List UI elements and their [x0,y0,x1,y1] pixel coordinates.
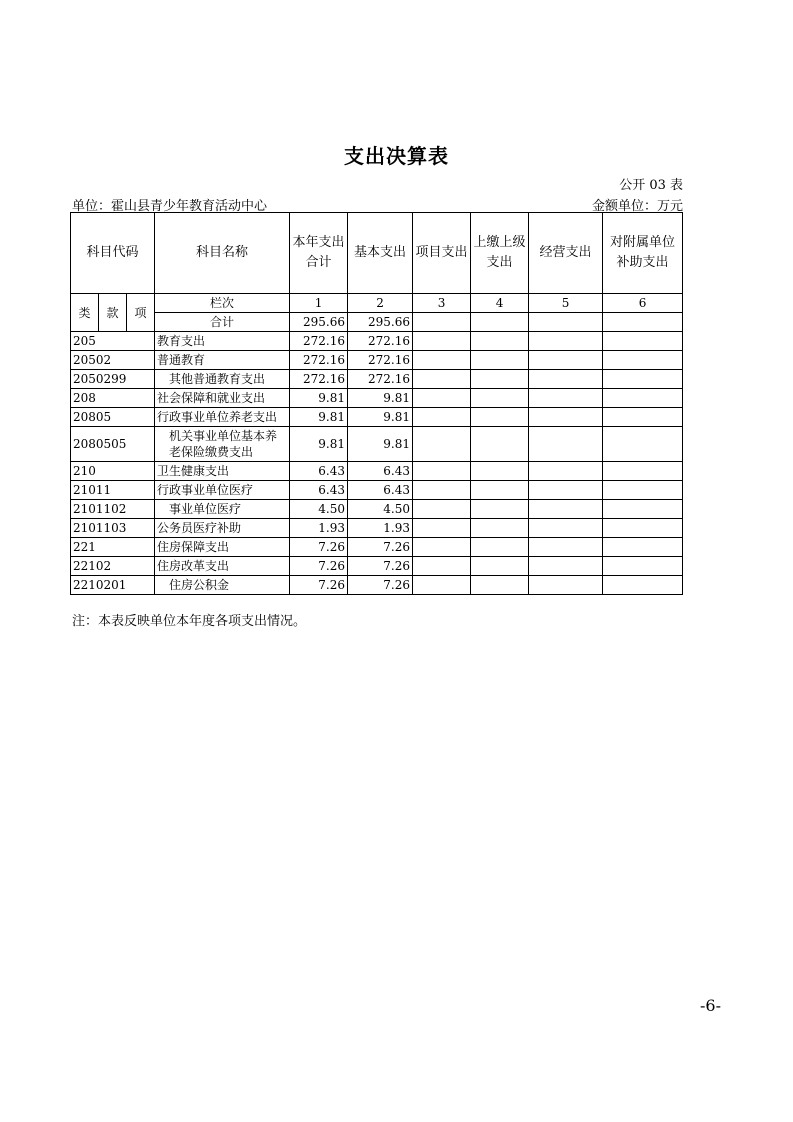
empty-cell [471,500,529,519]
table-row [71,389,683,408]
empty-cell [603,351,683,370]
table-row [71,462,683,481]
page-number: -6- [700,996,721,1015]
row-total: 9.81 [290,427,348,462]
row-code: 205 [71,332,155,351]
row-name: 住房改革支出 [155,557,290,576]
row-basic: 6.43 [348,481,413,500]
table-row [71,500,683,519]
empty-cell [529,370,603,389]
unit-label: 单位： [72,199,112,214]
empty-cell [471,557,529,576]
empty-cell [529,500,603,519]
column-number: 1 [290,294,348,313]
table-row [71,427,683,462]
row-code: 2101102 [71,500,155,519]
header-basic: 基本支出 [348,213,413,294]
row-basic: 9.81 [348,427,413,462]
empty-cell [603,538,683,557]
row-code: 20502 [71,351,155,370]
empty-cell [529,427,603,462]
table-row [71,332,683,351]
table-row [71,408,683,427]
empty-cell [413,576,471,595]
row-code: 22102 [71,557,155,576]
row-code: 210 [71,462,155,481]
empty-cell [471,351,529,370]
empty-cell [529,557,603,576]
column-number: 5 [529,294,603,313]
header-lei: 类 [71,294,99,332]
form-code: 公开 03 表 [619,178,683,193]
column-label: 栏次 [155,294,290,313]
empty-cell [603,389,683,408]
empty-cell [603,332,683,351]
empty-cell [471,538,529,557]
row-total: 4.50 [290,500,348,519]
row-code: 2101103 [71,519,155,538]
row-total: 7.26 [290,576,348,595]
empty-cell [471,481,529,500]
empty-cell [529,408,603,427]
page-title: 支出决算表 [344,144,449,168]
row-basic: 7.26 [348,538,413,557]
empty-cell [603,500,683,519]
empty-cell [413,519,471,538]
empty-cell [603,481,683,500]
empty-cell [529,351,603,370]
row-total: 6.43 [290,481,348,500]
empty-cell [413,408,471,427]
row-name: 其他普通教育支出 [155,370,290,389]
table-row [71,557,683,576]
header-code: 科目代码 [71,213,155,294]
row-code: 2210201 [71,576,155,595]
header-business: 经营支出 [529,213,603,294]
row-total: 9.81 [290,389,348,408]
expenditure-table [70,212,683,595]
table-row [71,370,683,389]
table-row [71,481,683,500]
column-number: 4 [471,294,529,313]
header-xiang: 项 [127,294,155,332]
row-basic: 4.50 [348,500,413,519]
empty-cell [413,500,471,519]
row-total: 6.43 [290,462,348,481]
empty-cell [529,519,603,538]
row-basic: 272.16 [348,351,413,370]
header-upper: 上缴上级支出 [471,213,529,294]
empty-cell [603,462,683,481]
row-total: 7.26 [290,538,348,557]
empty-cell [413,427,471,462]
row-total: 7.26 [290,557,348,576]
empty-cell [413,538,471,557]
empty-cell [603,576,683,595]
header-row [71,213,683,294]
empty-cell [471,519,529,538]
header-total: 本年支出合计 [290,213,348,294]
row-basic: 272.16 [348,370,413,389]
total-total: 295.66 [290,313,348,332]
empty-cell [413,557,471,576]
row-basic: 7.26 [348,557,413,576]
empty-cell [529,462,603,481]
empty-cell [471,370,529,389]
empty-cell [413,481,471,500]
footnote: 注：本表反映单位本年度各项支出情况。 [72,614,307,629]
empty-cell [603,408,683,427]
header-project: 项目支出 [413,213,471,294]
empty-cell [471,576,529,595]
row-name: 机关事业单位基本养老保险缴费支出 [155,427,290,462]
row-name: 公务员医疗补助 [155,519,290,538]
empty-cell [603,519,683,538]
row-name: 行政事业单位养老支出 [155,408,290,427]
row-name: 事业单位医疗 [155,500,290,519]
row-code: 2050299 [71,370,155,389]
row-basic: 272.16 [348,332,413,351]
empty-cell [471,427,529,462]
row-name: 教育支出 [155,332,290,351]
row-code: 20805 [71,408,155,427]
row-code: 221 [71,538,155,557]
row-total: 272.16 [290,332,348,351]
row-total: 272.16 [290,370,348,389]
header-kuan: 款 [99,294,127,332]
column-number-row [71,294,683,313]
row-name: 住房公积金 [155,576,290,595]
empty-cell [603,557,683,576]
row-basic: 9.81 [348,389,413,408]
column-number: 6 [603,294,683,313]
total-basic: 295.66 [348,313,413,332]
row-total: 1.93 [290,519,348,538]
table-row [71,351,683,370]
total-label: 合计 [155,313,290,332]
amount-unit: 金额单位：万元 [591,199,683,214]
empty-cell [413,370,471,389]
empty-cell [471,408,529,427]
row-name: 社会保障和就业支出 [155,389,290,408]
empty-cell [413,462,471,481]
row-total: 9.81 [290,408,348,427]
empty-cell [471,332,529,351]
row-name: 普通教育 [155,351,290,370]
table-row [71,576,683,595]
row-name: 住房保障支出 [155,538,290,557]
empty-cell [529,481,603,500]
empty-cell [529,389,603,408]
row-name: 卫生健康支出 [155,462,290,481]
row-basic: 7.26 [348,576,413,595]
empty-cell [471,389,529,408]
row-name: 行政事业单位医疗 [155,481,290,500]
row-code: 2080505 [71,427,155,462]
empty-cell [529,332,603,351]
table-row [71,538,683,557]
table-row [71,519,683,538]
empty-cell [529,538,603,557]
header-name: 科目名称 [155,213,290,294]
row-basic: 9.81 [348,408,413,427]
header-subsidy: 对附属单位补助支出 [603,213,683,294]
total-row [71,313,683,332]
empty-cell [413,389,471,408]
row-code: 21011 [71,481,155,500]
row-total: 272.16 [290,351,348,370]
empty-cell [603,370,683,389]
empty-cell [529,576,603,595]
empty-cell [413,332,471,351]
empty-cell [413,351,471,370]
row-code: 208 [71,389,155,408]
empty-cell [471,462,529,481]
row-basic: 6.43 [348,462,413,481]
unit-name: 霍山县青少年教育活动中心 [111,199,268,214]
column-number: 2 [348,294,413,313]
column-number: 3 [413,294,471,313]
row-basic: 1.93 [348,519,413,538]
empty-cell [603,427,683,462]
